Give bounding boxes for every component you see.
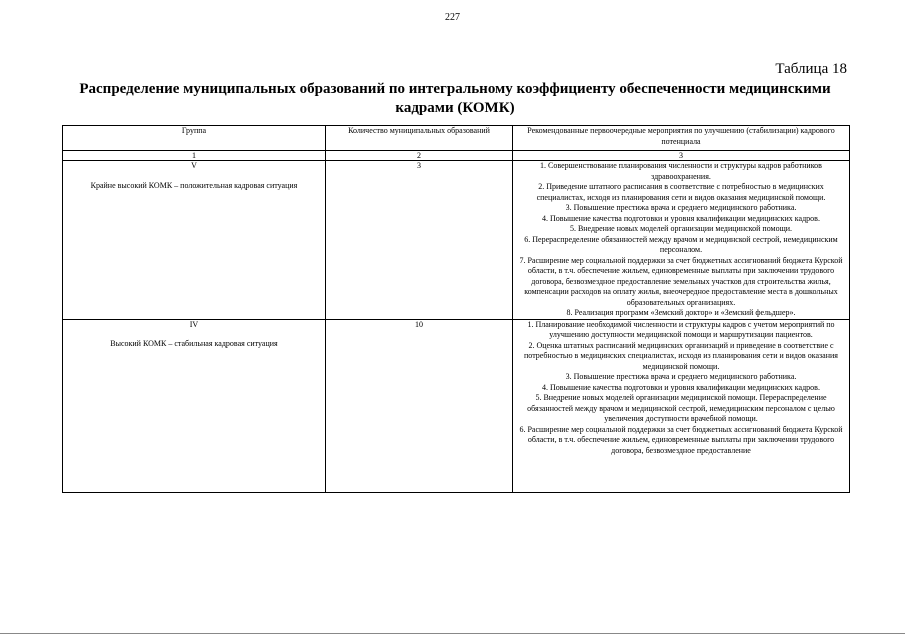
group-cell (63, 161, 326, 320)
measure-item: 4. Повышение качества подготовки и уровня квалификации медицинских кадров. (542, 382, 820, 392)
measure-item: 5. Внедрение новых моделей организации медицинской помощи. (569, 224, 793, 233)
group-cell (63, 319, 326, 492)
header-count: Количество муниципальных образований (326, 126, 513, 151)
measure-item: 6. Перераспределение обязанностей между врачом и медицинской сестрой, немедицинским персоналом. (524, 234, 838, 254)
group-numeral: IV (189, 319, 199, 329)
group-numeral: V (191, 161, 197, 170)
table-row (63, 161, 850, 320)
municipality-count: 3 (326, 161, 513, 320)
measure-item: 3. Повышение престижа врача и среднего медицинского работника. (565, 372, 797, 381)
table-label: Таблица 18 (775, 61, 847, 77)
measure-item: 6. Расширение мер социальной поддержки за счет бюджетных ассигнований бюджета Курской области, в т.ч. обеспечение жильем, единовременные выплаты при заключении трудового договора, безвозмездное предоставление (519, 424, 843, 455)
table-header-row (63, 126, 850, 151)
measure-item: 2. Приведение штатного расписания в соответствие с потребностью в медицинских специалистах, исходя из планирования сети и видов оказания медицинской помощи. (536, 182, 826, 202)
measure-item: 8. Реализация программ «Земский доктор» и «Земский фельдшер». (566, 308, 796, 317)
measure-item: 1. Планирование необходимой численности и структуры кадров с учетом мероприятий по улучшению доступности медицинской помощи и маршрутизации пациентов. (527, 319, 835, 339)
header-measures: Рекомендованные первоочередные мероприятия по улучшению (стабилизации) кадрового потенциала (513, 126, 850, 151)
measures-cropped-wrap (515, 320, 847, 492)
measure-item: 2. Оценка штатных расписаний медицинских организаций и приведение в соответствие с потребностью в медицинских специалистах, исходя из планирования сети и видов оказания медицинской помощи. (524, 340, 838, 371)
measures-cell (513, 161, 850, 320)
measures-cell (513, 319, 850, 492)
table-row (63, 319, 850, 492)
header-group: Группа (63, 126, 326, 151)
column-number: 1 (63, 151, 326, 161)
scan-edge-line (0, 633, 905, 634)
column-number: 3 (513, 151, 850, 161)
group-description: Высокий КОМК – стабильная кадровая ситуация (110, 339, 278, 348)
group-description: Крайне высокий КОМК – положительная кадровая ситуация (90, 180, 298, 190)
measure-item: 3. Повышение престижа врача и среднего медицинского работника. (565, 203, 797, 212)
measure-item: 5. Внедрение новых моделей организации медицинской помощи. Перераспределение обязанностей между врачом и медицинской сестрой, немедицинским персоналом с целью увеличения доступности врачебной помощи. (527, 393, 835, 423)
page-number: 227 (445, 12, 460, 23)
column-number: 2 (326, 151, 513, 161)
page-title: Распределение муниципальных образований по интегральному коэффициенту обеспеченности медицинскими кадрами (КОМК) (79, 81, 831, 116)
column-number-row (63, 151, 850, 161)
municipality-count: 10 (326, 319, 513, 492)
measure-item: 1. Совершенствование планирования численности и структуры кадров работников здравоохранения. (540, 161, 822, 181)
measure-item: 4. Повышение качества подготовки и уровня квалификации медицинских кадров. (542, 213, 820, 223)
komk-table (62, 125, 850, 493)
measure-item: 7. Расширение мер социальной поддержки за счет бюджетных ассигнований бюджета Курской области, в т.ч. обеспечение жильем, единовременные выплаты при заключении трудового договора, безвозмездное предоставление земельных участков для строительства жилья, компенсации расходов на оплату жилья, внеочередное предоставление места в дошкольных образовательных организациях. (519, 255, 843, 307)
